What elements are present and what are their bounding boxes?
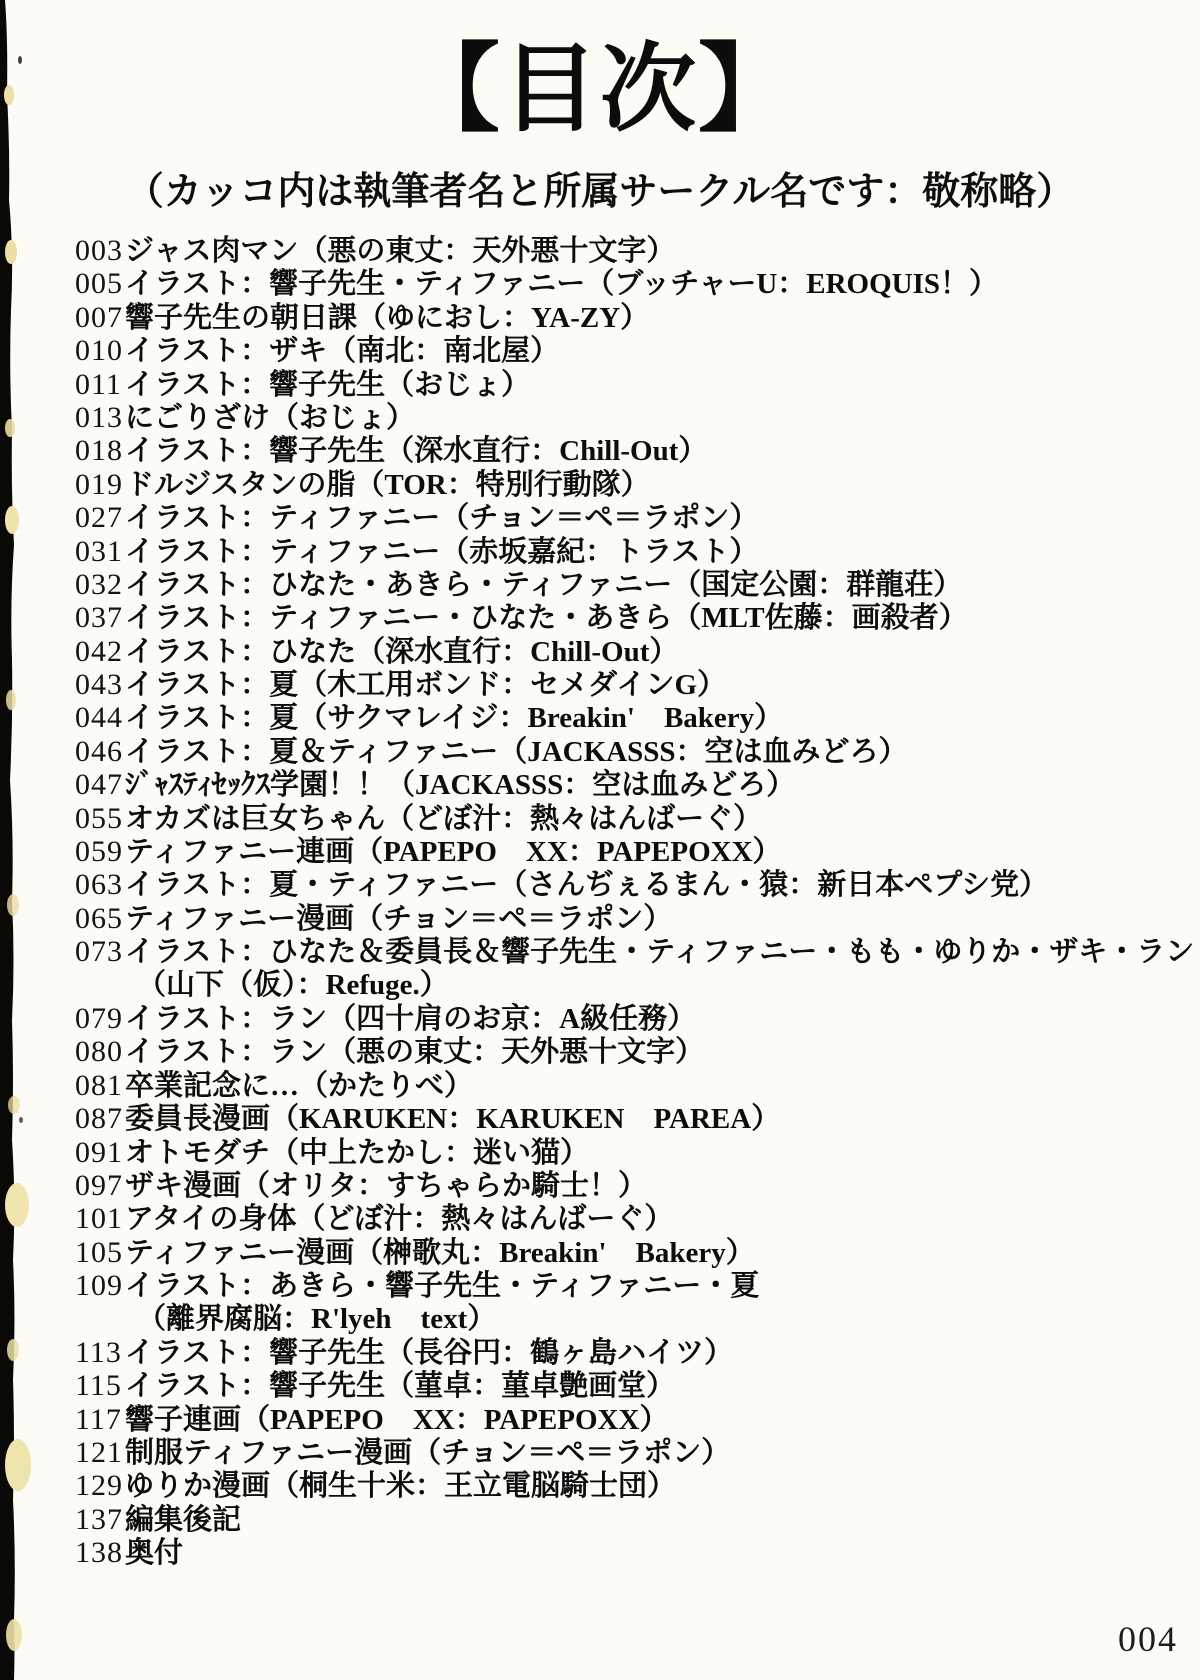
toc-entry: [75, 1536, 1195, 1569]
toc-entry-page-number: 121: [75, 1436, 123, 1470]
toc-entry: [75, 1236, 1195, 1269]
toc-entry: [75, 1069, 1195, 1102]
toc-entry-title: 卒業記念に…（かたりべ）: [125, 1069, 474, 1102]
toc-entry-page-number: 007: [75, 300, 123, 334]
toc-entry-page-number: 013: [75, 400, 123, 434]
toc-entry-title: にごりざけ（おじょ）: [125, 401, 416, 434]
toc-entry-title: イラスト：ラン（悪の東丈：天外悪十文字）: [125, 1036, 705, 1069]
toc-entry: [75, 768, 1195, 801]
toc-entry: [75, 267, 1195, 300]
toc-entry-page-number: 037: [75, 601, 123, 635]
toc-entry-title: アタイの身体（どぼ汁：熱々はんばーぐ）: [125, 1203, 674, 1236]
toc-entry-page-number: 044: [75, 701, 123, 735]
toc-entry: [75, 501, 1195, 534]
toc-entry-title: イラスト：夏＆ティファニー（JACKASSS：空は血みどろ）: [125, 735, 908, 768]
toc-entry: [75, 1169, 1195, 1202]
toc-entry-page-number: 043: [75, 668, 123, 702]
toc-entry-page-number: 101: [75, 1202, 123, 1236]
toc-entry-page-number: 073: [75, 935, 123, 969]
toc-entry: [75, 1436, 1195, 1469]
toc-entry-continuation: [75, 969, 1195, 1002]
toc-entry: [75, 301, 1195, 334]
toc-entry-page-number: 065: [75, 901, 123, 935]
toc-entry-continuation: [75, 1303, 1195, 1336]
toc-entry-title: ｼﾞｬｽﾃｨｾｯｸｽ学園！！（JACKASSS：空は血みどろ）: [125, 769, 796, 802]
toc-entry-page-number: 010: [75, 334, 123, 368]
toc-entry-title: 委員長漫画（KARUKEN：KARUKEN PAREA）: [125, 1103, 781, 1136]
toc-entry-page-number: 113: [75, 1335, 122, 1369]
toc-entry-title: ティファニー漫画（榊歌丸：Breakin' Bakery）: [125, 1236, 755, 1269]
toc-entry-page-number: 109: [75, 1269, 123, 1303]
toc-entry: [75, 735, 1195, 768]
toc-entry: [75, 234, 1195, 267]
toc-entry: [75, 1202, 1195, 1235]
toc-entry-title: イラスト：ザキ（南北：南北屋）: [125, 335, 560, 368]
toc-entry: [75, 835, 1195, 868]
toc-entry-title: 響子先生の朝日課（ゆにおし：YA-ZY）: [125, 301, 650, 334]
toc-entry-page-number: 087: [75, 1102, 123, 1136]
toc-entry: [75, 1269, 1195, 1302]
toc-entry: [75, 902, 1195, 935]
toc-entry: [75, 868, 1195, 901]
binding-edge-artifact: [0, 0, 70, 1680]
toc-entry-title: ジャス肉マン（悪の東丈：天外悪十文字）: [125, 235, 676, 267]
toc-entry: [75, 334, 1195, 367]
toc-entry-page-number: 129: [75, 1469, 123, 1503]
toc-entry: [75, 401, 1195, 434]
toc-entry: [75, 1403, 1195, 1436]
toc-entry: [75, 368, 1195, 401]
toc-entry-page-number: 042: [75, 634, 123, 668]
toc-entry-page-number: 091: [75, 1135, 123, 1169]
toc-entry-page-number: 059: [75, 835, 123, 869]
toc-entry: [75, 568, 1195, 601]
toc-entry-page-number: 105: [75, 1235, 123, 1269]
toc-entry: [75, 802, 1195, 835]
toc-entry: [75, 1002, 1195, 1035]
toc-entry: [75, 535, 1195, 568]
toc-entry-page-number: 003: [75, 234, 123, 267]
toc-entry-page-number: 019: [75, 467, 123, 501]
folio-page-number: 004: [1118, 1619, 1178, 1659]
toc-entry-title: ドルジスタンの脂（TOR：特別行動隊）: [125, 468, 650, 501]
toc-entry-title: イラスト：響子先生（おじょ）: [125, 368, 531, 401]
toc-entry: [75, 668, 1195, 701]
toc-entry-title: イラスト：夏（木工用ボンド：セメダインG）: [125, 669, 727, 702]
toc-entry: [75, 1102, 1195, 1135]
toc-entry-title: イラスト：ティファニー・ひなた・あきら（MLT佐藤：画殺者）: [125, 602, 968, 635]
toc-entry: [75, 1035, 1195, 1068]
toc-entry-page-number: 079: [75, 1001, 123, 1035]
toc-entry-title: 奥付: [125, 1537, 184, 1570]
toc-entry-page-number: 031: [75, 534, 123, 568]
toc-entry: [75, 468, 1195, 501]
toc-entry-page-number: 018: [75, 434, 123, 468]
toc-entry: [75, 1336, 1195, 1369]
toc-entry: [75, 434, 1195, 467]
toc-entry: [75, 1369, 1195, 1402]
toc-entry-title: ティファニー漫画（チョン＝ペ＝ラポン）: [125, 902, 673, 935]
toc-entry-title: ゆりか漫画（桐生十米：王立電脳騎士団）: [125, 1470, 677, 1503]
toc-entry: [75, 1136, 1195, 1169]
toc-entry: [75, 635, 1195, 668]
toc-entry-title: イラスト：響子先生（深水直行：Chill-Out）: [125, 435, 708, 468]
toc-entry-page-number: 032: [75, 567, 123, 601]
toc-entry-title: ティファニー連画（PAPEPO XX：PAPEPOXX）: [125, 836, 782, 869]
toc-entry-page-number: 005: [75, 267, 123, 301]
page-subtitle: （カッコ内は執筆者名と所属サークル名です：敬称略）: [125, 171, 1075, 213]
toc-list: [75, 234, 1195, 1570]
toc-entry-page-number: 117: [75, 1402, 122, 1436]
toc-entry-title: ザキ漫画（オリタ：すちゃらか騎士！）: [125, 1169, 648, 1202]
toc-entry-continuation-text: （離界腐脳：R'lyeh text）: [137, 1302, 497, 1335]
toc-entry: [75, 1469, 1195, 1502]
page-title: 【目次】: [404, 36, 796, 143]
toc-entry-title: イラスト：夏・ティファニー（さんぢぇるまん・猿：新日本ペプシ党）: [125, 869, 1049, 902]
toc-entry-page-number: 063: [75, 868, 123, 902]
toc-entry-continuation-text: （山下（仮）：Refuge.）: [137, 968, 449, 1001]
toc-entry-page-number: 011: [75, 367, 122, 401]
toc-entry-title: イラスト：夏（サクマレイジ：Breakin' Bakery）: [125, 702, 784, 735]
toc-entry-page-number: 027: [75, 501, 123, 535]
toc-entry-page-number: 115: [75, 1369, 122, 1403]
toc-entry-title: イラスト：響子先生（長谷円：鶴ヶ島ハイツ）: [125, 1336, 734, 1369]
toc-entry: [75, 1503, 1195, 1536]
toc-entry-title: イラスト：響子先生（菫卓：菫卓艶画堂）: [125, 1370, 676, 1403]
toc-entry-title: イラスト：ひなた＆委員長＆響子先生・ティファニー・もも・ゆりか・ザキ・ラン: [125, 936, 1195, 969]
toc-entry-title: イラスト：あきら・響子先生・ティファニー・夏: [125, 1270, 760, 1303]
toc-entry-page-number: 055: [75, 801, 123, 835]
toc-entry-title: イラスト：ティファニー（チョン＝ペ＝ラポン）: [125, 502, 759, 535]
toc-entry-page-number: 046: [75, 734, 123, 768]
toc-entry-page-number: 137: [75, 1502, 123, 1536]
toc-entry-title: イラスト：ひなた・あきら・ティファニー（国定公園：群龍荘）: [125, 568, 963, 601]
toc-entry-page-number: 097: [75, 1168, 123, 1202]
toc-entry: [75, 701, 1195, 734]
toc-entry-title: 編集後記: [125, 1503, 242, 1536]
toc-entry-title: オカズは巨女ちゃん（どぼ汁：熱々はんばーぐ）: [125, 802, 763, 835]
toc-entry-page-number: 047: [75, 768, 123, 802]
toc-entry: [75, 601, 1195, 634]
toc-entry-page-number: 081: [75, 1068, 123, 1102]
toc-entry-title: イラスト：ティファニー（赤坂嘉紀：トラスト）: [125, 535, 759, 568]
toc-entry-title: イラスト：ひなた（深水直行：Chill-Out）: [125, 635, 679, 668]
toc-entry-page-number: 080: [75, 1035, 123, 1069]
toc-entry-title: オトモダチ（中上たかし：迷い猫）: [125, 1136, 590, 1169]
toc-entry-page-number: 138: [75, 1536, 123, 1570]
toc-entry-title: イラスト：ラン（四十肩のお京：A級任務）: [125, 1002, 697, 1035]
page-header: [0, 36, 1200, 215]
toc-entry: [75, 935, 1195, 968]
toc-entry-title: イラスト：響子先生・ティファニー（ブッチャーU：EROQUIS！）: [125, 268, 999, 301]
toc-entry-title: 響子連画（PAPEPO XX：PAPEPOXX）: [125, 1403, 669, 1436]
toc-entry-title: 制服ティファニー漫画（チョン＝ペ＝ラポン）: [125, 1437, 731, 1470]
